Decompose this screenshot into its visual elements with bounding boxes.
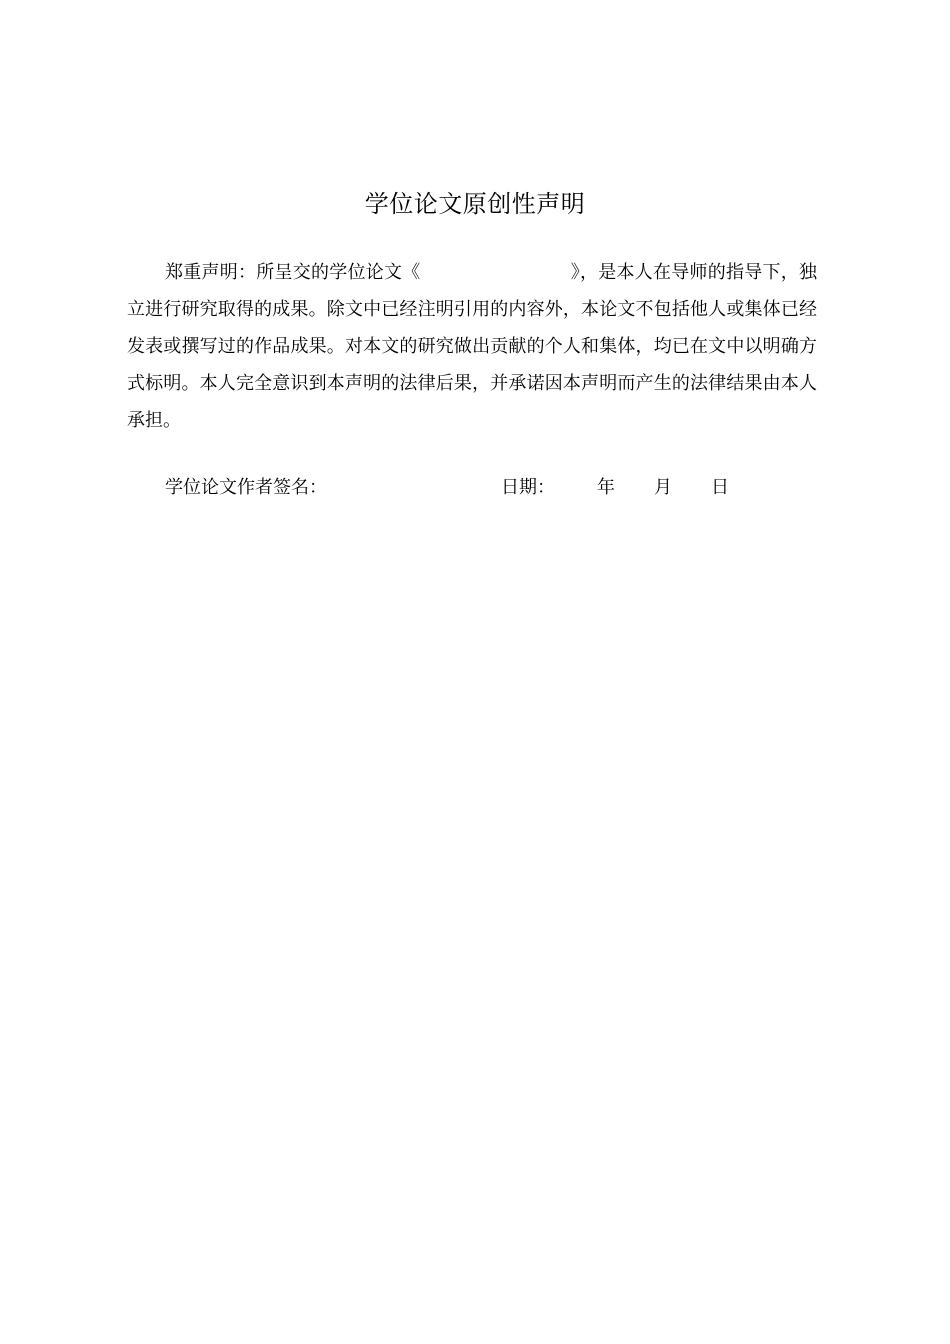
date-label: 日期： (501, 477, 555, 498)
declaration-paragraph (127, 254, 817, 439)
page-title: 学位论文原创性声明 (364, 190, 586, 218)
declaration-text-start: 郑重声明：所呈交的学位论文《 (165, 262, 421, 283)
year-label: 年 (597, 477, 615, 498)
month-label: 月 (654, 477, 672, 498)
day-label: 日 (711, 477, 729, 498)
declaration-text-rest: 》，是本人在导师的指导下，独立进行研究取得的成果。除文中已经注明引用的内容外，本论文不包括他人或集体已经发表或撰写过的作品成果。对本文的研究做出贡献的个人和集体，均已在文中以明确方式标明。本人完全意识到本声明的法律后果，并承诺因本声明而产生的法律结果由本人承担。 (127, 262, 817, 431)
signature-label: 学位论文作者签名： (165, 477, 327, 498)
signature-row (0, 472, 950, 504)
